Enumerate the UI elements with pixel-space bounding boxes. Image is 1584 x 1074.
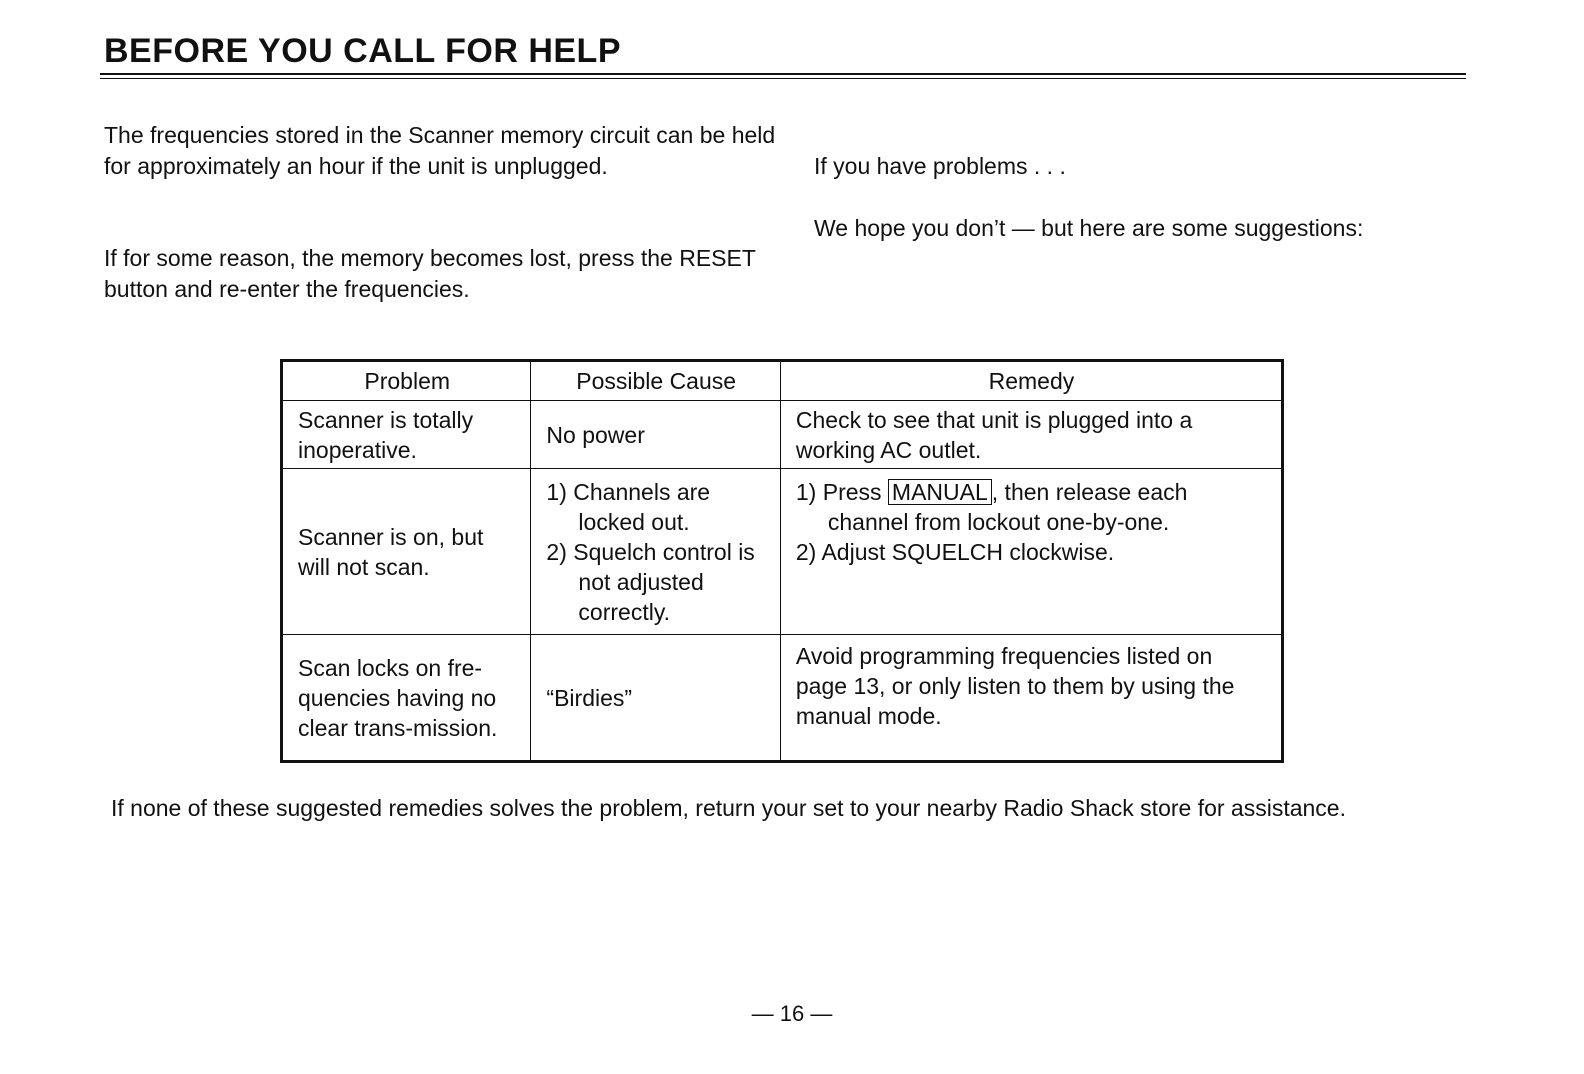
remedy-item: 2) Adjust SQUELCH clockwise. bbox=[795, 539, 1115, 565]
header-problem: Problem bbox=[282, 361, 531, 401]
remedy-cell: Avoid programming frequencies listed on page 13, or only listen to them by using the manual mode. bbox=[780, 635, 1282, 762]
problem-cell: Scan locks on fre-quencies having no clear trans-mission. bbox=[282, 635, 531, 762]
title-underline bbox=[100, 73, 1466, 75]
problem-cell: Scanner is on, but will not scan. bbox=[282, 469, 531, 635]
intro-line-1: If you have problems . . . bbox=[814, 153, 1066, 179]
intro-line-2: We hope you don’t — but here are some suggestions: bbox=[814, 215, 1364, 241]
cause-item: 2) Squelch control is not adjusted correctly. bbox=[546, 539, 755, 625]
intro-suggestions bbox=[814, 120, 1514, 275]
remedy-suffix: , then release each channel from lockout one-by-one. bbox=[827, 479, 1188, 535]
memory-reset-paragraph: If for some reason, the memory becomes lost, press the RESET button and re-enter the frequencies. bbox=[104, 245, 756, 302]
page-title: BEFORE YOU CALL FOR HELP bbox=[104, 32, 622, 70]
header-possible-cause: Possible Cause bbox=[531, 361, 780, 401]
manual-key-label: MANUAL bbox=[888, 479, 992, 505]
remedy-cell bbox=[780, 469, 1282, 635]
assistance-note: If none of these suggested remedies solves the problem, return your set to your nearby Radio Shack store for assistance. bbox=[111, 795, 1346, 821]
cause-item: 1) Channels are locked out. bbox=[546, 479, 711, 535]
memory-retention-paragraph: The frequencies stored in the Scanner memory circuit can be held for approximately an hour if the unit is unplugged. bbox=[104, 122, 776, 179]
header-remedy: Remedy bbox=[780, 361, 1282, 401]
table-header-row bbox=[282, 361, 1283, 401]
table-row bbox=[282, 469, 1283, 635]
problem-cell: Scanner is totally inoperative. bbox=[282, 401, 531, 469]
troubleshooting-table bbox=[280, 359, 1284, 763]
page-number: — 16 — bbox=[751, 1001, 833, 1026]
cause-cell bbox=[531, 469, 780, 635]
table-row bbox=[282, 401, 1283, 469]
title-underline-thin bbox=[100, 78, 1466, 79]
remedy-item bbox=[796, 477, 1267, 537]
cause-cell: “Birdies” bbox=[531, 635, 780, 762]
remedy-prefix: 1) Press bbox=[795, 479, 888, 505]
remedy-cell: Check to see that unit is plugged into a working AC outlet. bbox=[780, 401, 1282, 469]
table-row bbox=[282, 635, 1283, 762]
cause-cell: No power bbox=[531, 401, 780, 469]
